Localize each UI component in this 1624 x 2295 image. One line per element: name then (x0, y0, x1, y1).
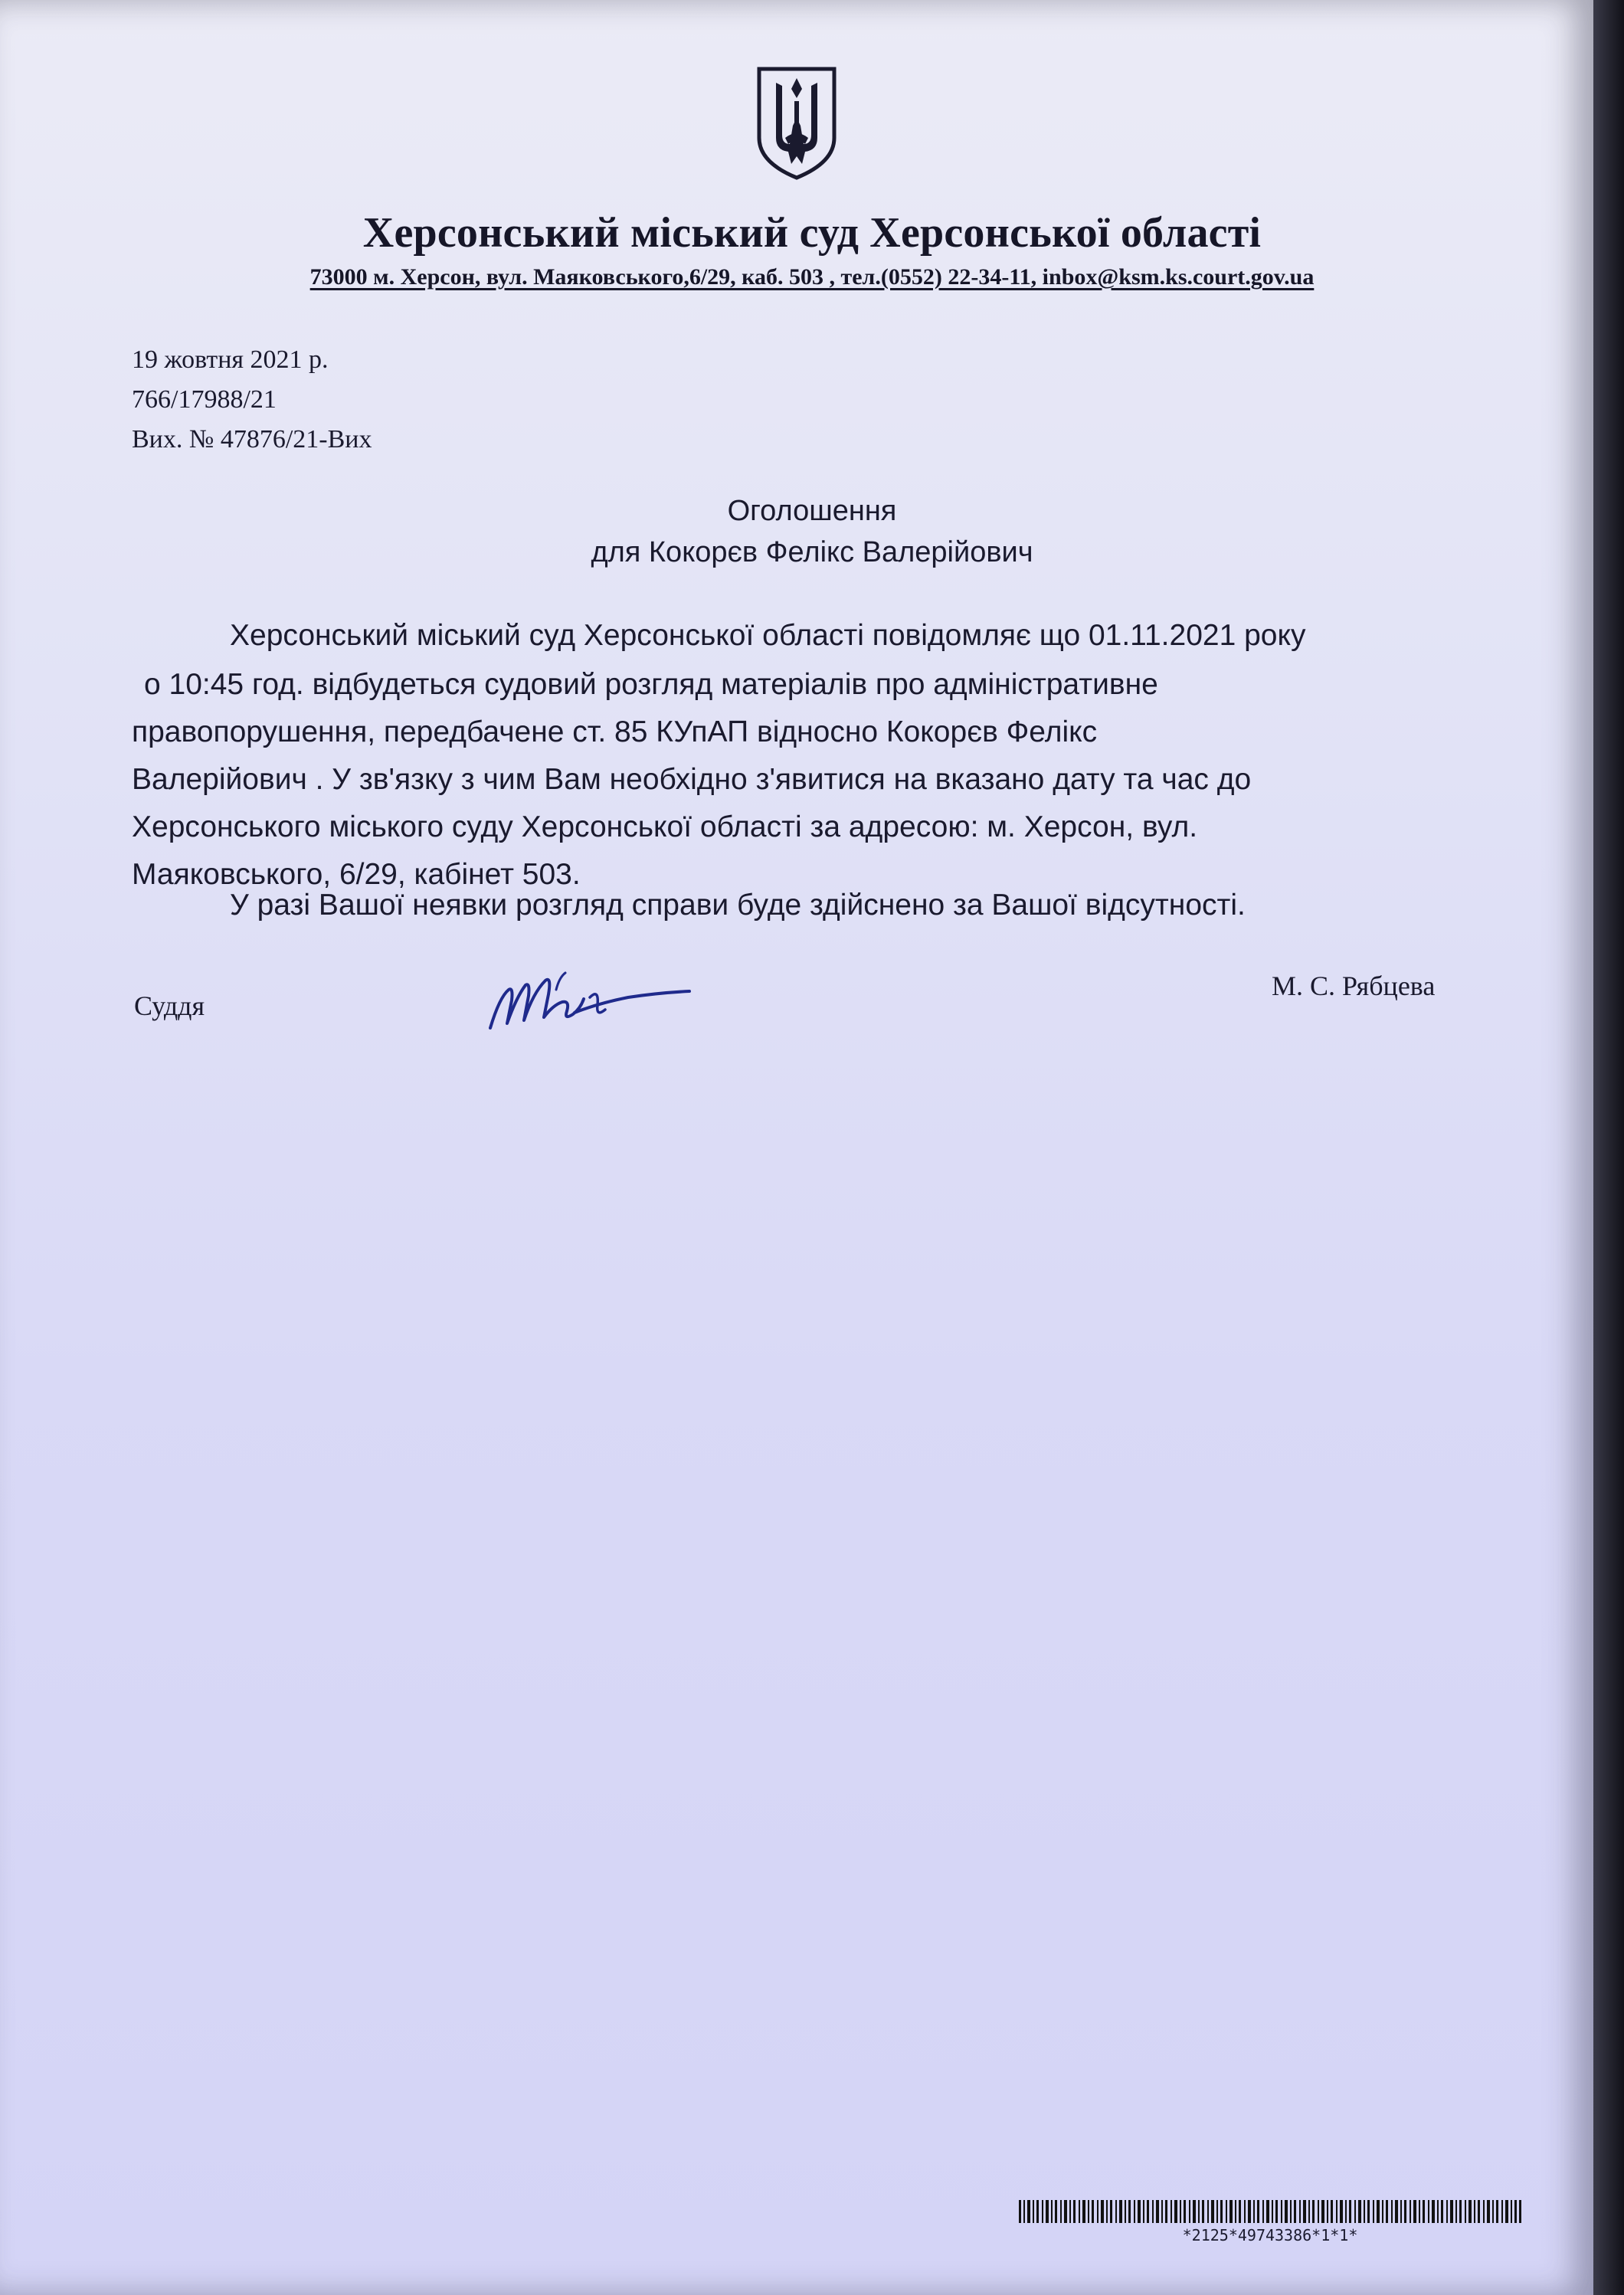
outgoing-number: Вих. № 47876/21-Вих (132, 425, 372, 453)
judge-signature (483, 967, 697, 1037)
body-line: Херсонського міського суду Херсонської області за адресою: м. Херсон, вул. (132, 810, 1198, 843)
body-line: У разі Вашої неявки розгляд справи буде здійснено за Вашої відсутності. (230, 889, 1246, 922)
body-line: правопорушення, передбачене ст. 85 КУпАП відносно Кокорєв Фелікс (132, 715, 1098, 748)
barcode-text: *2125*49743386*1*1* (1182, 2226, 1358, 2244)
document-meta (132, 340, 372, 460)
court-name: Херсонський міський суд Херсонської області (362, 209, 1262, 257)
judge-role-label: Суддя (134, 990, 205, 1021)
judge-name: М. С. Рябцева (1272, 971, 1436, 1001)
body-line: Валерійович . У зв'язку з чим Вам необхідно з'явитися на вказано дату та час до (132, 763, 1252, 796)
notice-recipient: для Кокорєв Фелікс Валерійович (591, 536, 1033, 568)
case-number: 766/17988/21 (132, 385, 277, 414)
page-edge-shadow (1593, 0, 1624, 2295)
tryzub-coat-of-arms-icon (755, 64, 839, 181)
court-address: 73000 м. Херсон, вул. Маяковського,6/29, каб. 503 , тел.(0552) 22-34-11, inbox@ksm.ks.court.gov.ua (309, 264, 1315, 290)
document-date: 19 жовтня 2021 р. (132, 345, 329, 374)
barcode (1019, 2200, 1521, 2223)
notice-title: Оголошення (727, 495, 897, 527)
body-line: о 10:45 год. відбудеться судовий розгляд матеріалів про адміністративне (144, 668, 1158, 701)
body-line: Херсонський міський суд Херсонської області повідомляє що 01.11.2021 року (230, 619, 1306, 652)
body-line: Маяковського, 6/29, кабінет 503. (132, 858, 581, 891)
